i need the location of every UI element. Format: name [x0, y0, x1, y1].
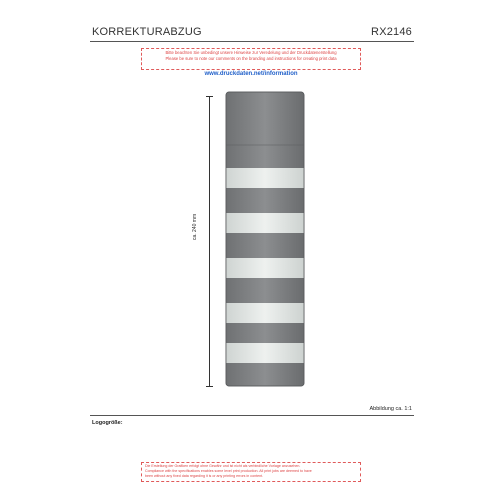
disclaimer-line-1: Die Erstellung der Grafiken erfolgt ohne Gewähr und ist nicht als verbindliche Vorlage anzusehen.	[145, 464, 301, 468]
proof-title: KORREKTURABZUG	[92, 26, 202, 38]
light-band-4	[226, 303, 304, 323]
logo-size-label: Logogröße:	[92, 420, 123, 426]
disclaimer-line-2: Compliance with the specifications enables some level print production. All print jobs are deemed to have	[145, 468, 312, 473]
print-data-link[interactable]: www.druckdaten.net/information	[204, 71, 298, 77]
light-band-5	[226, 343, 304, 363]
notice-german: Bitte beachten Sie unbedingt unsere Hinweise zur Veredelung und der Druckdatenerstellung	[165, 50, 337, 55]
notice-english: Please be sure to note our comments on the branding and instructions for creating print data	[165, 56, 337, 61]
footer-divider	[90, 415, 414, 416]
product-code: RX2146	[371, 26, 412, 38]
light-band-1	[226, 168, 304, 188]
tube-body	[226, 92, 304, 386]
light-band-2	[226, 213, 304, 233]
disclaimer-box	[141, 462, 361, 482]
height-dimension-label: ca. 240 mm	[192, 213, 198, 240]
light-band-3	[226, 258, 304, 278]
scale-label: Abbildung ca. 1:1	[369, 406, 412, 412]
disclaimer-line-3: been without any fixed data regarding it is or any printing errors in content.	[145, 473, 264, 478]
